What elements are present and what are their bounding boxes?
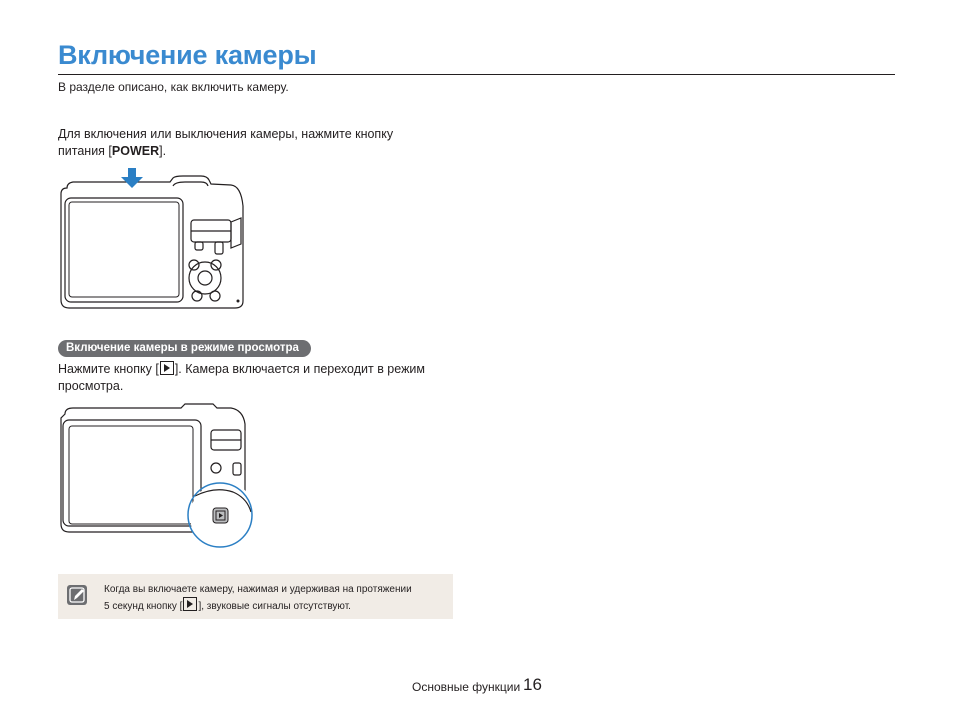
note-line-2-after: ], звуковые сигналы отсутствуют. (198, 601, 351, 612)
camera-rear-illustration (55, 166, 255, 316)
page-title: Включение камеры (58, 40, 317, 70)
playback-instruction (58, 361, 438, 395)
note-line-2-before: 5 секунд кнопку [ (104, 601, 183, 612)
note-pen-icon (66, 584, 88, 606)
power-arrow-icon (121, 168, 143, 188)
playback-text-before: Нажмите кнопку [ (58, 362, 159, 376)
note-play-button-icon (183, 597, 197, 611)
page-number: 16 (523, 675, 542, 694)
playback-mode-label: Включение камеры в режиме просмотра (58, 340, 311, 357)
intro-text: В разделе описано, как включить камеру. (58, 80, 289, 94)
power-instruction (58, 126, 438, 160)
playback-text-after: ]. Камера включается и переходит в режим просмотра. (58, 362, 426, 393)
power-button-name: POWER (111, 144, 160, 158)
note-line-2 (104, 597, 449, 614)
play-button-icon (160, 361, 174, 375)
power-text-before: Для включения или выключения камеры, нажмите кнопку питания [ (58, 127, 394, 158)
note-text (104, 582, 449, 614)
power-text-after: ]. (159, 144, 167, 158)
note-box (58, 574, 453, 619)
title-divider (58, 74, 895, 75)
footer-section: Основные функции (412, 680, 521, 694)
note-line-1: Когда вы включаете камеру, нажимая и удерживая на протяжении (104, 584, 412, 595)
camera-playback-illustration (55, 400, 265, 550)
